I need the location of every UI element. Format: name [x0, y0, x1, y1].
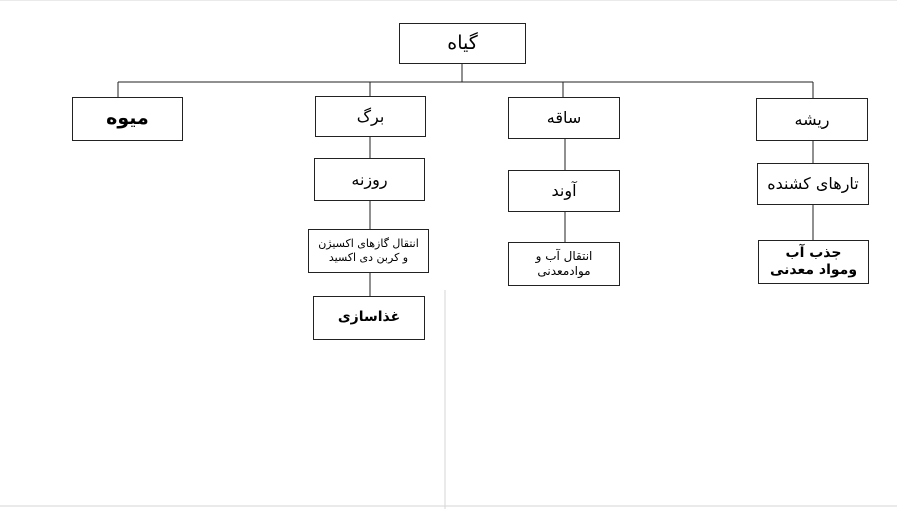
node-leaf: [315, 96, 426, 137]
node-stem: [508, 97, 620, 139]
node-vessel: [508, 170, 620, 212]
node-gas-exchange-label: انتقال گازهای اکسیژن و کربن دی اکسید: [318, 237, 419, 264]
root-node-plant: [399, 23, 526, 64]
node-photosynthesis-label: غذاسازی: [337, 309, 401, 326]
node-stoma: [314, 158, 425, 201]
node-root-hairs-label: تارهای کشنده: [767, 174, 859, 193]
root-node-label: گیاه: [447, 31, 478, 54]
node-stem-label: ساقه: [546, 108, 582, 127]
node-leaf-label: برگ: [356, 106, 385, 126]
node-root-hairs: [757, 163, 869, 205]
node-photosynthesis: [313, 296, 425, 340]
node-gas-exchange: [308, 229, 429, 273]
node-fruit: [72, 97, 183, 141]
node-root-label: ریشه: [794, 109, 830, 129]
node-absorption: [758, 240, 869, 284]
node-stoma-label: روزنه: [351, 169, 388, 189]
node-vessel-label: آوند: [551, 181, 577, 200]
node-absorption-label: جذب آب ومواد معدنی: [769, 244, 858, 278]
node-water-transport-label: انتقال آب و موادمعدنی: [535, 249, 593, 278]
node-root: [756, 98, 868, 141]
node-fruit-label: میوه: [106, 107, 149, 130]
node-water-transport: [508, 242, 620, 286]
